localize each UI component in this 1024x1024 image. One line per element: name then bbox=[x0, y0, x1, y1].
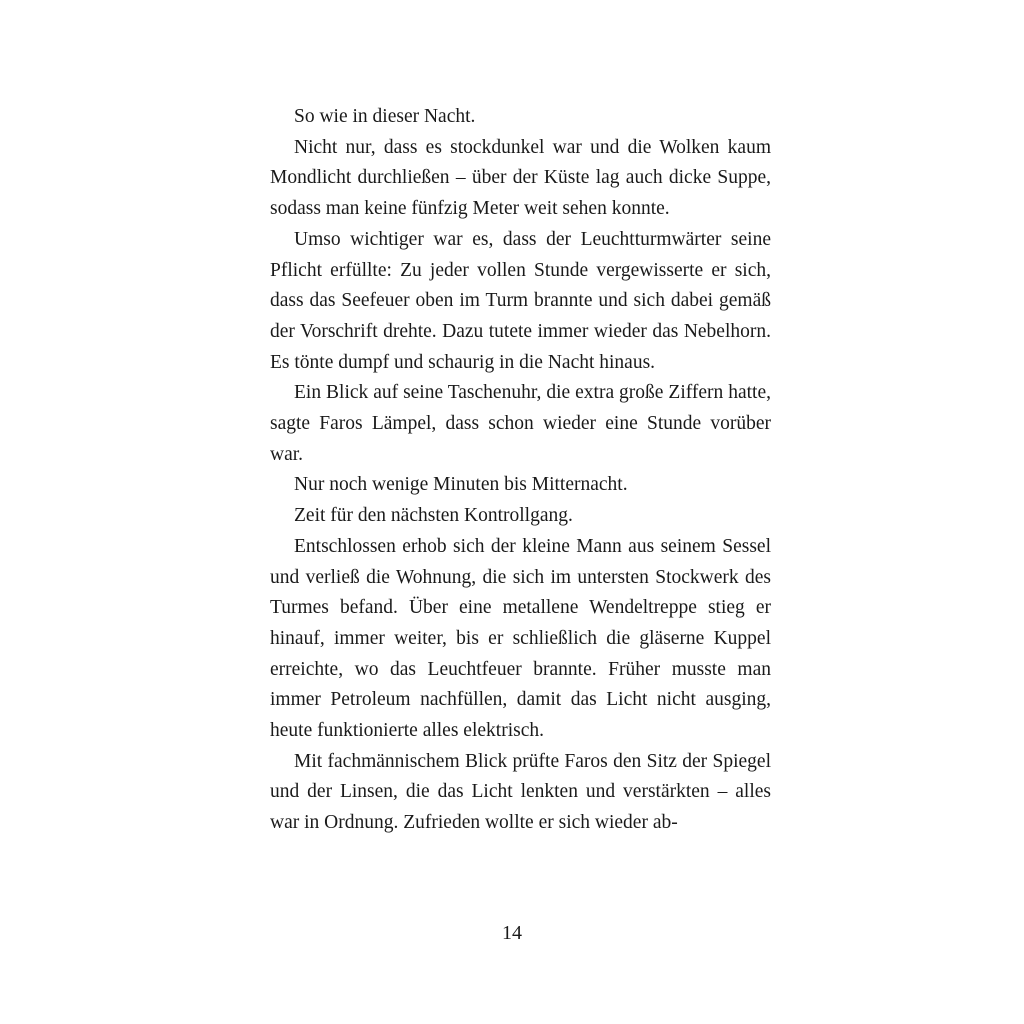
paragraph-6: Zeit für den nächsten Kontrollgang. bbox=[294, 505, 573, 527]
page-number: 14 bbox=[502, 922, 522, 944]
paragraph-5: Nur noch wenige Minuten bis Mitternacht. bbox=[294, 474, 628, 496]
body-text bbox=[270, 102, 771, 839]
paragraph-1: So wie in dieser Nacht. bbox=[294, 106, 476, 127]
paragraph-2: Nicht nur, dass es stockdunkel war und die Wolken kaum Mondlicht durchließen – über der Küste lag auch dicke Suppe, sodass man keine fünfzig Meter weit sehen konnte. bbox=[270, 136, 771, 220]
paragraph-4: Ein Blick auf seine Taschenuhr, die extra große Ziffern hatte, sagte Faros Lämpel, dass schon wieder eine Stunde vorüber war. bbox=[270, 382, 771, 465]
paragraph-7: Entschlossen erhob sich der kleine Mann aus seinem Sessel und verließ die Wohnung, die sich im untersten Stockwerk des Turmes befand. Über eine metallene Wendeltreppe stieg er hinauf, immer weiter, bis er schließlich die gläserne Kuppel erreichte, wo das Leuchtfeuer brannte. Früher musste man immer Petroleum nachfüllen, damit das Licht nicht ausging, heute funktionierte alles elektrisch. bbox=[270, 535, 771, 742]
paragraph-3: Umso wichtiger war es, dass der Leuchtturmwärter seine Pflicht erfüllte: Zu jeder vollen Stunde vergewisserte er sich, dass das Seefeuer oben im Turm brannte und sich dabei gemäß der Vorschrift drehte. Dazu tutete immer wieder das Nebelhorn. Es tönte dumpf und schaurig in die Nacht hinaus. bbox=[270, 228, 771, 373]
paragraph-8: Mit fachmännischem Blick prüfte Faros den Sitz der Spiegel und der Linsen, die das Licht lenkten und verstärkten – alles war in Ordnung. Zufrieden wollte er sich wieder ab- bbox=[270, 750, 771, 834]
